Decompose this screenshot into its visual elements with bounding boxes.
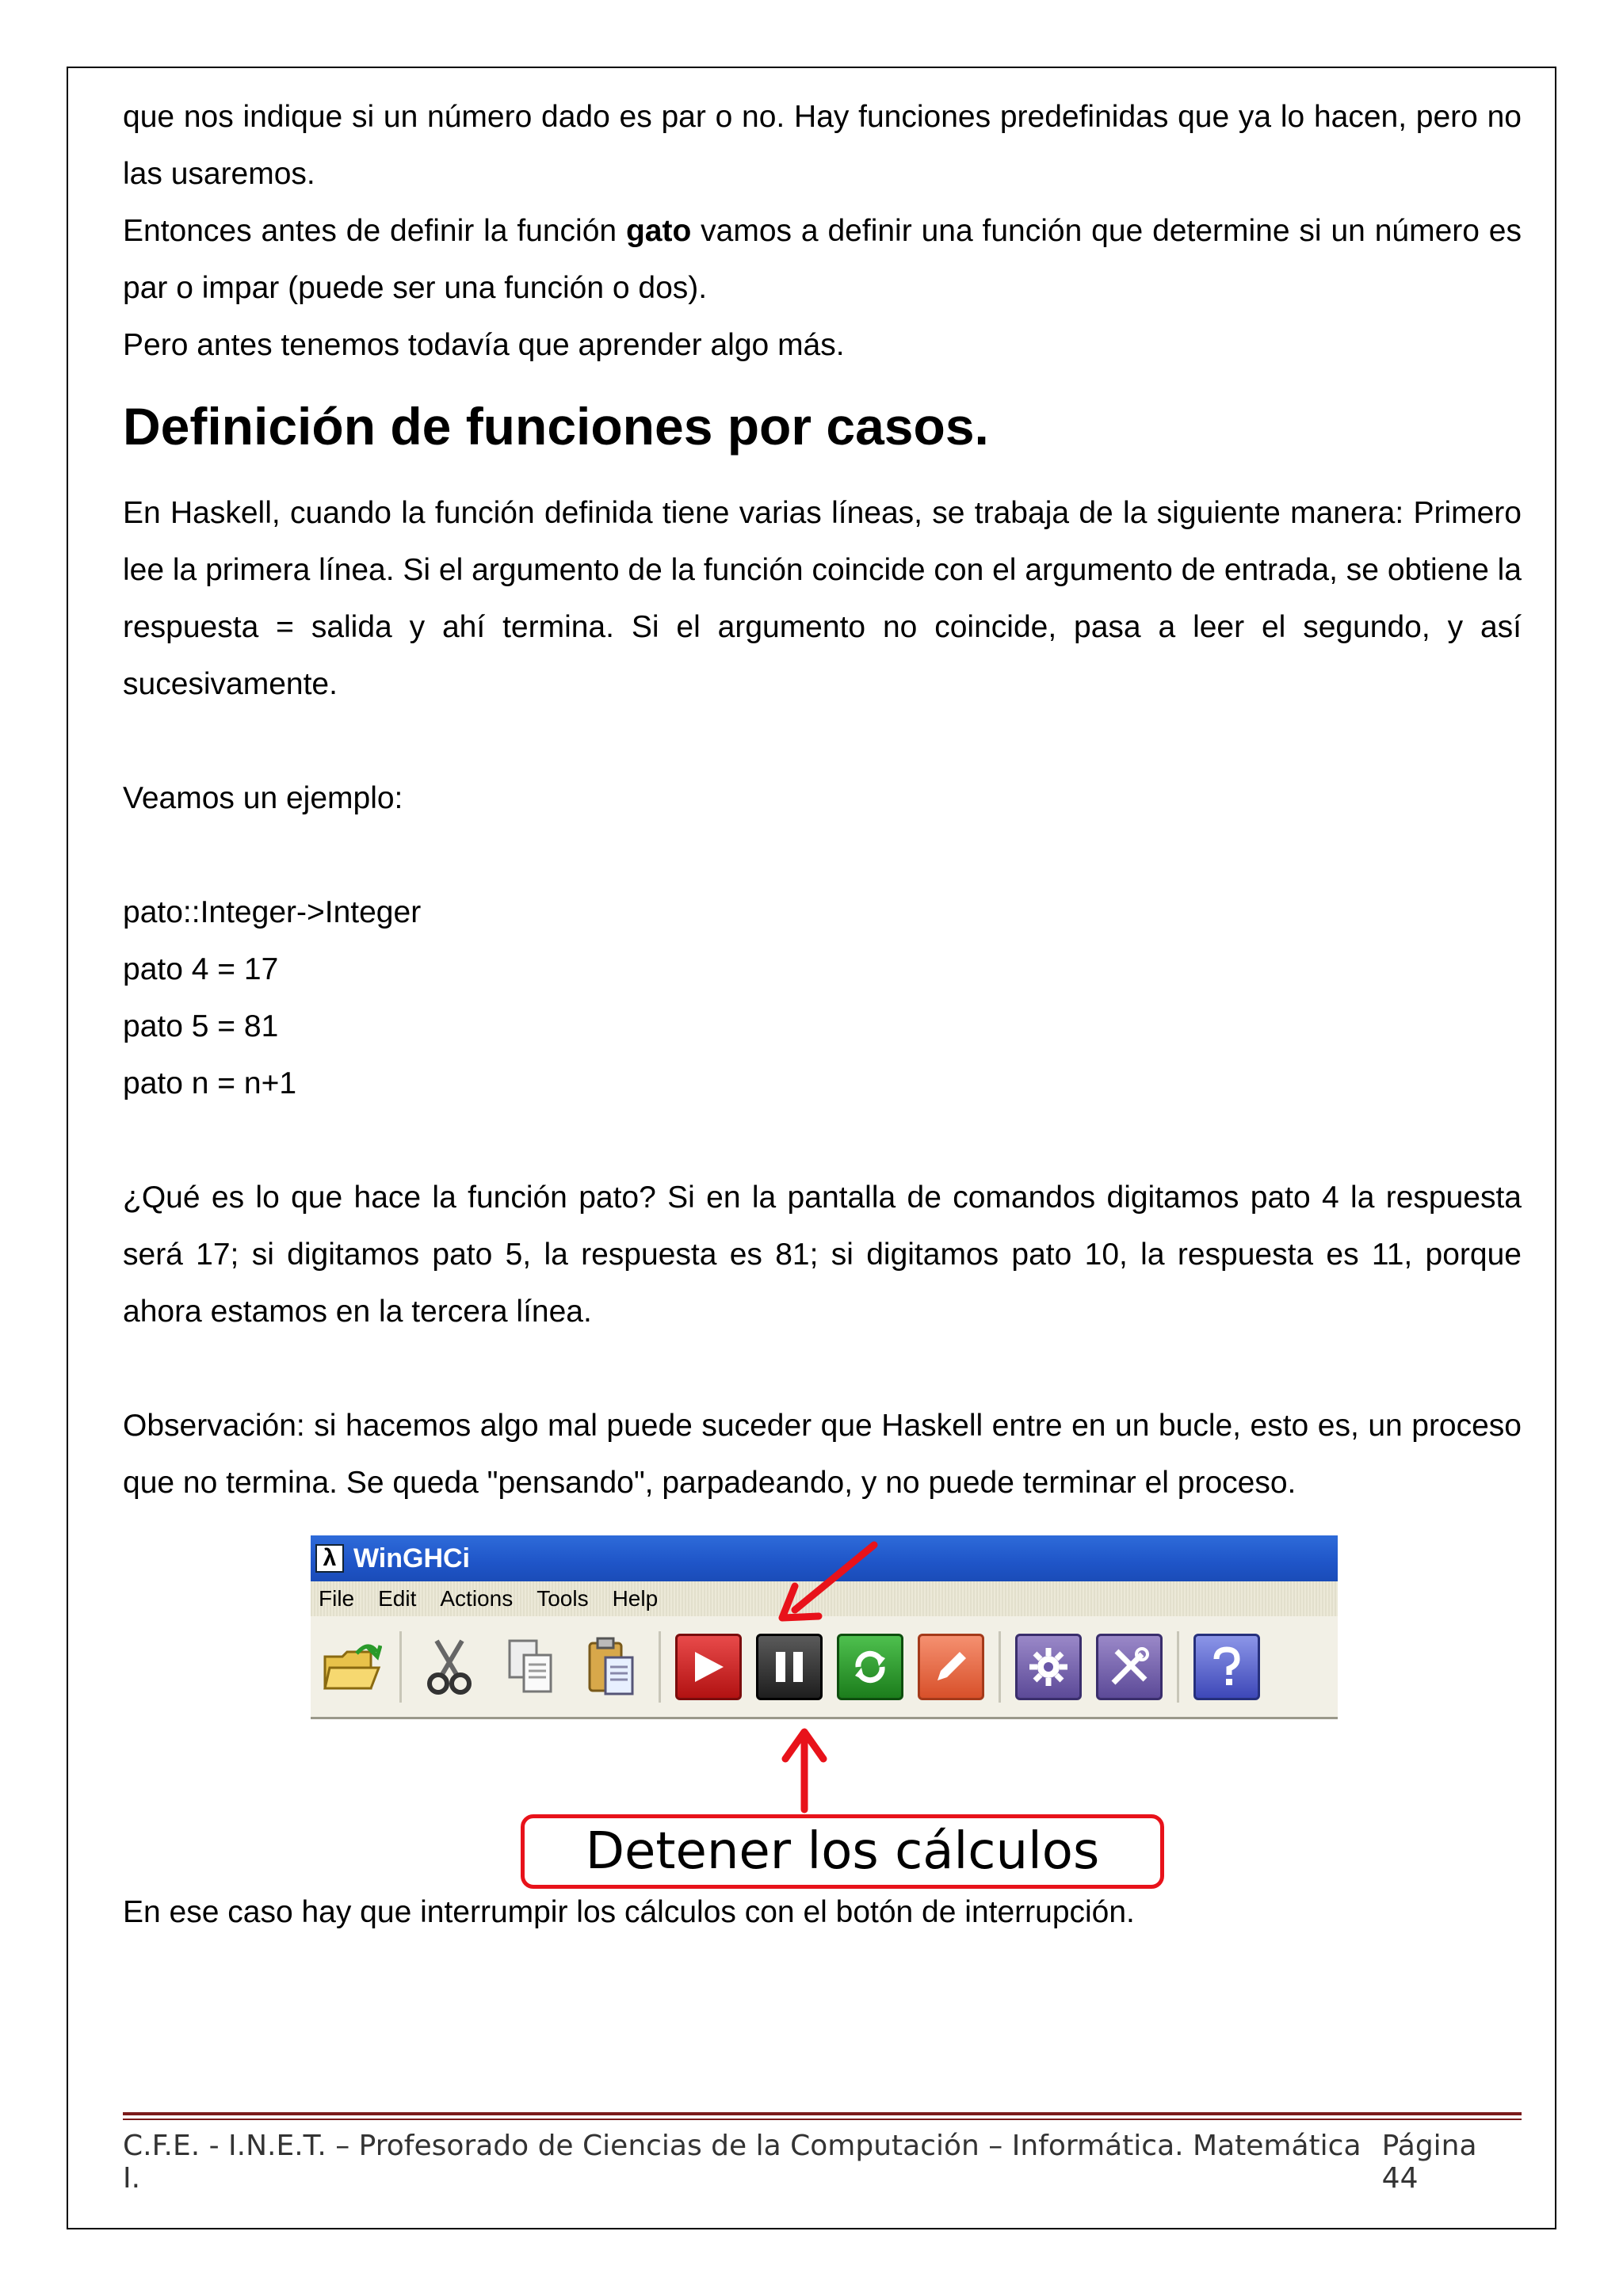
reload-icon[interactable] <box>837 1634 903 1700</box>
settings-icon[interactable] <box>1015 1634 1082 1700</box>
paragraph-question: ¿Qué es lo que hace la función pato? Si en la pantalla de comandos digitamos pato 4 la respuesta será 17; si digitamos pato 5, la respuesta es 81; si digitamos pato 10, la respuesta es 11, porque ahora estamos en la tercera línea. <box>123 1180 1522 1329</box>
term-gato: gato <box>625 214 692 248</box>
paragraph-before: Pero antes tenemos todavía que aprender algo más. <box>123 328 845 362</box>
toolbar-separator <box>399 1631 402 1703</box>
toolbar-separator <box>659 1631 661 1703</box>
menu-edit[interactable]: Edit <box>378 1586 417 1611</box>
window-title: WinGHCi <box>353 1543 471 1573</box>
paragraph-intro: que nos indique si un número dado es par o no. Hay funciones predefinidas que ya lo hacen, pero no las usaremos. <box>123 100 1522 191</box>
paragraph-haskell-cases: En Haskell, cuando la función definida tiene varias líneas, se trabaja de la siguiente manera: Primero lee la primera línea. Si el argumento de la función coincide con el argumento de entrada, se obtiene la respuesta = salida y ahí termina. Si el argumento no coincide, pasa a leer el segundo, y así sucesivamente. <box>123 496 1522 701</box>
code-line: pato 4 = 17 <box>123 952 279 986</box>
toolbar-separator <box>1177 1631 1179 1703</box>
paste-icon[interactable] <box>578 1634 644 1700</box>
toolbar-separator <box>999 1631 1001 1703</box>
code-line: pato::Integer->Integer <box>123 895 422 929</box>
toolbar <box>311 1616 1338 1719</box>
paragraph-gato <box>123 203 1522 317</box>
code-line: pato n = n+1 <box>123 1066 297 1100</box>
menu-bar <box>311 1581 1338 1616</box>
menu-actions[interactable]: Actions <box>440 1586 514 1611</box>
page-number: Página 44 <box>1381 2130 1477 2195</box>
menu-help[interactable]: Help <box>612 1586 659 1611</box>
winghci-window <box>311 1535 1338 1722</box>
menu-tools[interactable]: Tools <box>537 1586 589 1611</box>
menu-file[interactable]: File <box>319 1586 355 1611</box>
footer-divider <box>123 2112 1522 2120</box>
section-heading: Definición de funciones por casos. <box>123 397 989 456</box>
tools-icon[interactable] <box>1096 1634 1163 1700</box>
up-arrow-head-icon <box>785 1732 823 1759</box>
example-label: Veamos un ejemplo: <box>123 781 403 815</box>
open-folder-icon[interactable] <box>319 1634 385 1700</box>
paragraph-observation: Observación: si hacemos algo mal puede suceder que Haskell entre en un bucle, esto es, un proceso que no termina. Se queda "pensando", parpadeando, y no puede terminar el proceso. <box>123 1409 1522 1500</box>
page-content <box>123 89 1522 1941</box>
pause-icon[interactable] <box>756 1634 823 1700</box>
haskell-lambda-icon: λ <box>315 1544 344 1573</box>
copy-icon[interactable] <box>497 1634 563 1700</box>
footer-institution: C.F.E. - I.N.E.T. – Profesorado de Ciencias de la Computación – Informática. Matemática I. <box>123 2130 1361 2195</box>
cut-icon[interactable] <box>416 1634 483 1700</box>
paragraph-gato-end: vamos a definir una función que determine si un número es par o impar (puede ser una función o dos). <box>123 214 1522 305</box>
code-line: pato 5 = 81 <box>123 1009 279 1043</box>
edit-icon[interactable] <box>918 1634 984 1700</box>
callout-label: Detener los cálculos <box>521 1814 1164 1889</box>
title-bar <box>311 1535 1338 1581</box>
paragraph-gato-start: Entonces antes de definir la función <box>123 214 626 248</box>
run-icon[interactable] <box>675 1634 742 1700</box>
paragraph-closing: En ese caso hay que interrumpir los cálculos con el botón de interrupción. <box>123 1895 1135 1929</box>
page-footer <box>123 2130 1522 2195</box>
winghci-screenshot <box>123 1535 1522 1884</box>
help-icon[interactable] <box>1193 1634 1260 1700</box>
